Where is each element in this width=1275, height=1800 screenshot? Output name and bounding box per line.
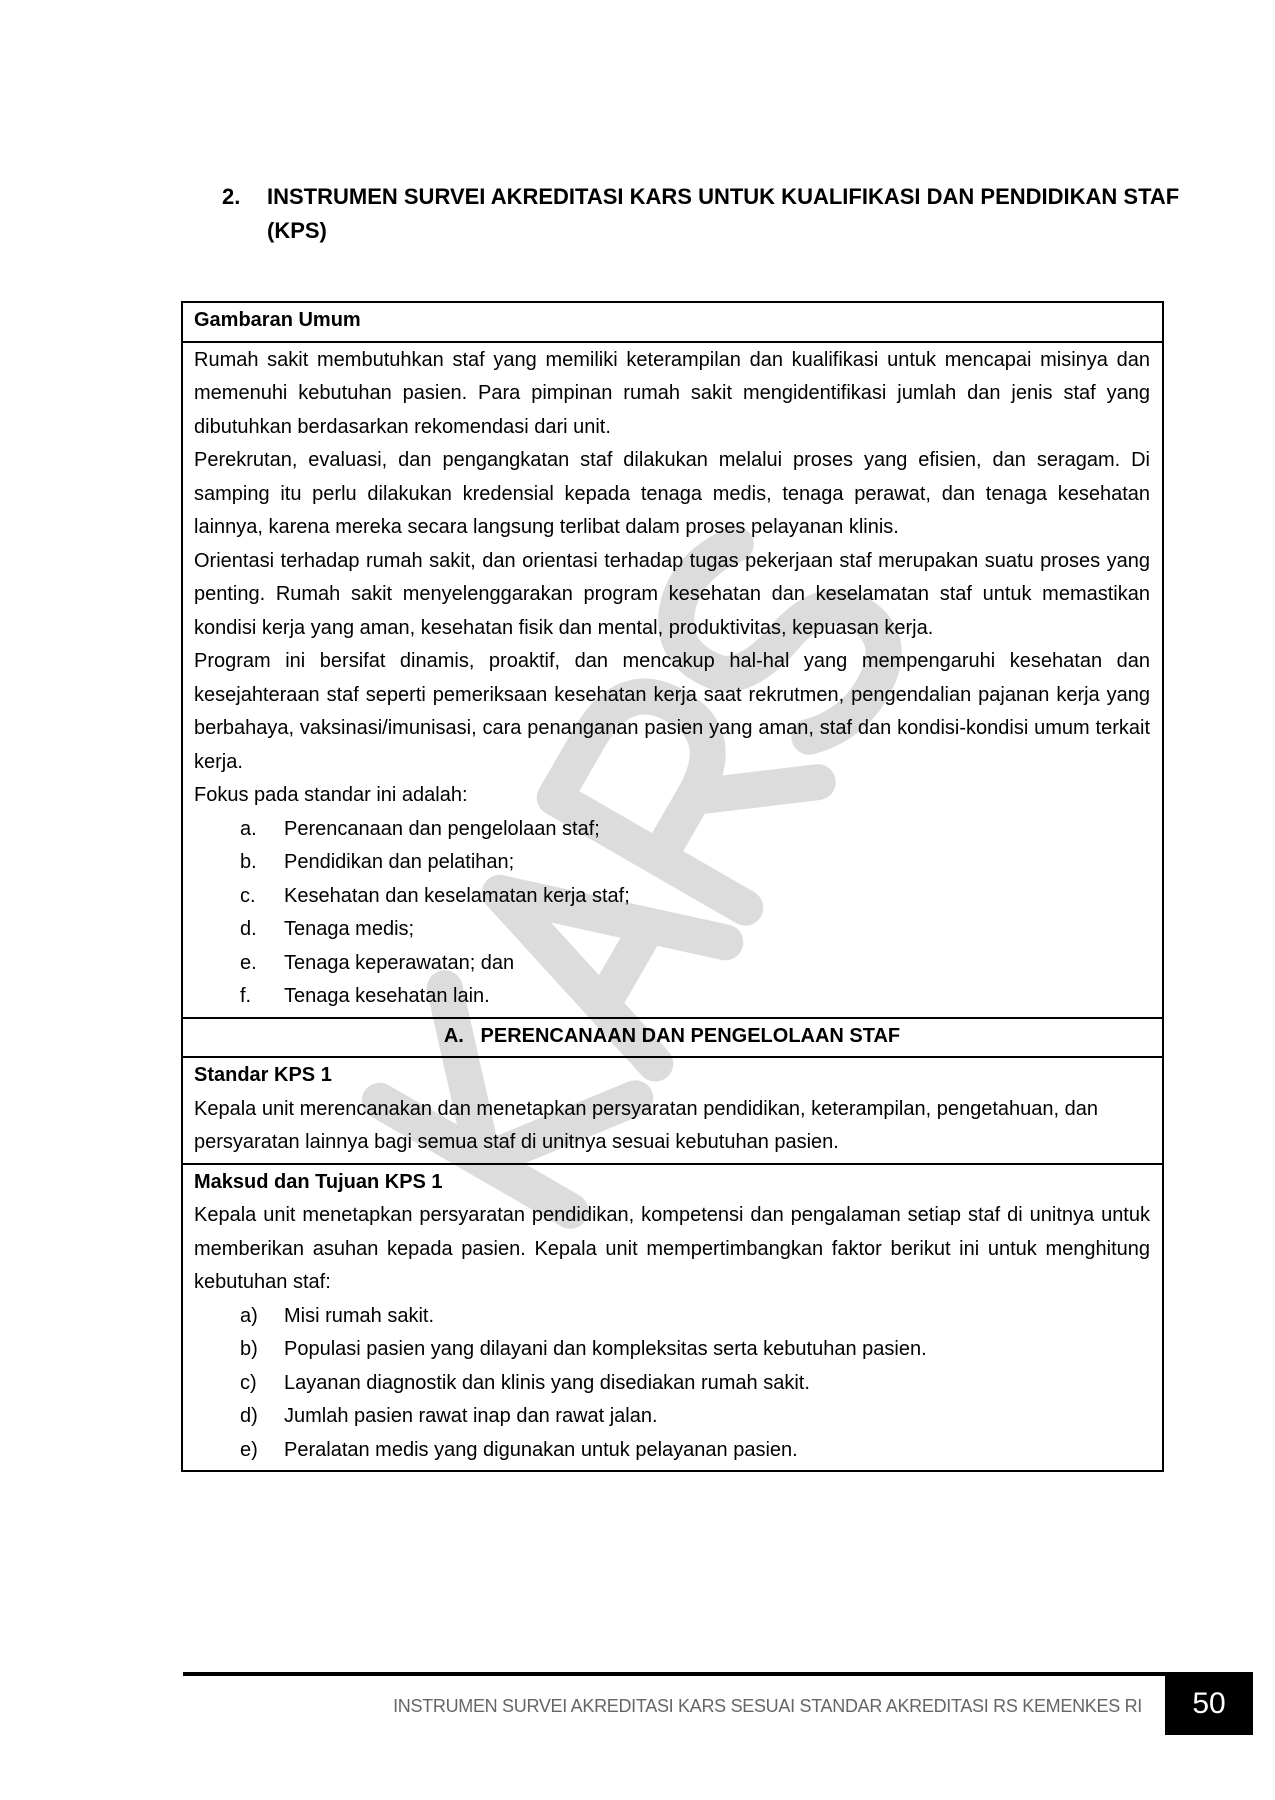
maksud-cell <box>182 1164 1163 1472</box>
standard-table <box>181 301 1164 1472</box>
section-heading <box>222 180 1182 248</box>
footer-text: INSTRUMEN SURVEI AKREDITASI KARS SESUAI STANDAR AKREDITASI RS KEMENKES RI <box>393 1696 1142 1716</box>
paragraph: Orientasi terhadap rumah sakit, dan orientasi terhadap tugas pekerjaan staf merupakan suatu proses yang penting. Rumah sakit menyelenggarakan program kesehatan dan keselamatan staf untuk memastikan kondisi kerja yang aman, kesehatan fisik dan mental, produktivitas, kepuasan kerja. <box>194 549 1150 639</box>
heading-number: 2. <box>222 184 241 209</box>
list-text: Jumlah pasien rawat inap dan rawat jalan. <box>284 1405 658 1427</box>
maksud-text: Kepala unit menetapkan persyaratan pendidikan, kompetensi dan pengalaman setiap staf di unitnya untuk memberikan asuhan kepada pasien. Kepala unit mempertimbangkan faktor berikut ini untuk menghitung kebutuhan staf: <box>194 1204 1150 1293</box>
list-text: Tenaga medis; <box>284 918 415 940</box>
footer-divider <box>183 1672 1165 1676</box>
heading-text: INSTRUMEN SURVEI AKREDITASI KARS UNTUK KUALIFIKASI DAN PENDIDIKAN STAF (KPS) <box>267 184 1180 243</box>
list-item <box>240 813 1150 847</box>
gambaran-title: Gambaran Umum <box>182 302 1163 342</box>
list-text: Misi rumah sakit. <box>284 1304 435 1327</box>
standar-text: Kepala unit merencanakan dan menetapkan persyaratan pendidikan, keterampilan, pengetahuan, dan persyaratan lainnya bagi semua staf di unitnya sesuai kebutuhan pasien. <box>194 1097 1098 1153</box>
list-marker: a. <box>240 817 257 840</box>
list-marker: e) <box>240 1438 258 1461</box>
list-text: Tenaga keperawatan; dan <box>284 951 515 974</box>
list-item <box>240 1400 1150 1434</box>
list-marker: d. <box>240 918 257 940</box>
list-marker: c) <box>240 1371 257 1394</box>
page-number: 50 <box>1165 1672 1253 1735</box>
list-marker: f. <box>240 985 252 1007</box>
list-marker: e. <box>240 951 257 974</box>
list-marker: b) <box>240 1338 258 1360</box>
list-text: Layanan diagnostik dan klinis yang disediakan rumah sakit. <box>284 1371 810 1394</box>
list-text: Populasi pasien yang dilayani dan kompleksitas serta kebutuhan pasien. <box>284 1338 927 1360</box>
list-text: Pendidikan dan pelatihan; <box>284 851 515 873</box>
factor-list <box>194 1300 1150 1468</box>
list-marker: d) <box>240 1405 258 1427</box>
list-marker: a) <box>240 1304 258 1327</box>
maksud-title: Maksud dan Tujuan KPS 1 <box>194 1170 443 1193</box>
paragraph: Program ini bersifat dinamis, proaktif, dan mencakup hal-hal yang mempengaruhi kesehatan dan kesejahteraan staf seperti pemeriksaan kesehatan kerja saat rekrutmen, pengendalian pajanan kerja yang berbahaya, vaksinasi/imunisasi, cara penanganan pasien yang aman, staf dan kondisi-kondisi umum terkait kerja. <box>194 650 1150 773</box>
list-item <box>240 980 1150 1014</box>
list-text: Peralatan medis yang digunakan untuk pelayanan pasien. <box>284 1438 798 1461</box>
gambaran-body <box>182 342 1163 1018</box>
list-item <box>240 1434 1150 1468</box>
list-item <box>240 1333 1150 1367</box>
focus-list <box>194 813 1150 1014</box>
list-item <box>240 1300 1150 1334</box>
paragraph: Perekrutan, evaluasi, dan pengangkatan staf dilakukan melalui proses yang efisien, dan seragam. Di samping itu perlu dilakukan kredensial kepada tenaga medis, tenaga perawat, dan tenaga kesehatan lainnya, karena mereka secara langsung terlibat dalam proses pelayanan klinis. <box>194 449 1150 538</box>
list-marker: b. <box>240 851 257 873</box>
list-marker: c. <box>240 884 256 907</box>
section-title: A. PERENCANAAN DAN PENGELOLAAN STAF <box>182 1018 1163 1058</box>
paragraph: Rumah sakit membutuhkan staf yang memiliki keterampilan dan kualifikasi untuk mencapai misinya dan memenuhi kebutuhan pasien. Para pimpinan rumah sakit mengidentifikasi jumlah dan jenis staf yang dibutuhkan berdasarkan rekomendasi dari unit. <box>194 348 1150 438</box>
list-item <box>240 1367 1150 1401</box>
list-item <box>240 913 1150 947</box>
list-text: Tenaga kesehatan lain. <box>284 985 490 1007</box>
standar-cell <box>182 1057 1163 1164</box>
list-item <box>240 846 1150 880</box>
list-text: Kesehatan dan keselamatan kerja staf; <box>284 884 630 907</box>
paragraph: Fokus pada standar ini adalah: <box>194 784 468 806</box>
list-text: Perencanaan dan pengelolaan staf; <box>284 817 600 840</box>
list-item <box>240 947 1150 981</box>
list-item <box>240 880 1150 914</box>
standar-title: Standar KPS 1 <box>194 1064 332 1086</box>
